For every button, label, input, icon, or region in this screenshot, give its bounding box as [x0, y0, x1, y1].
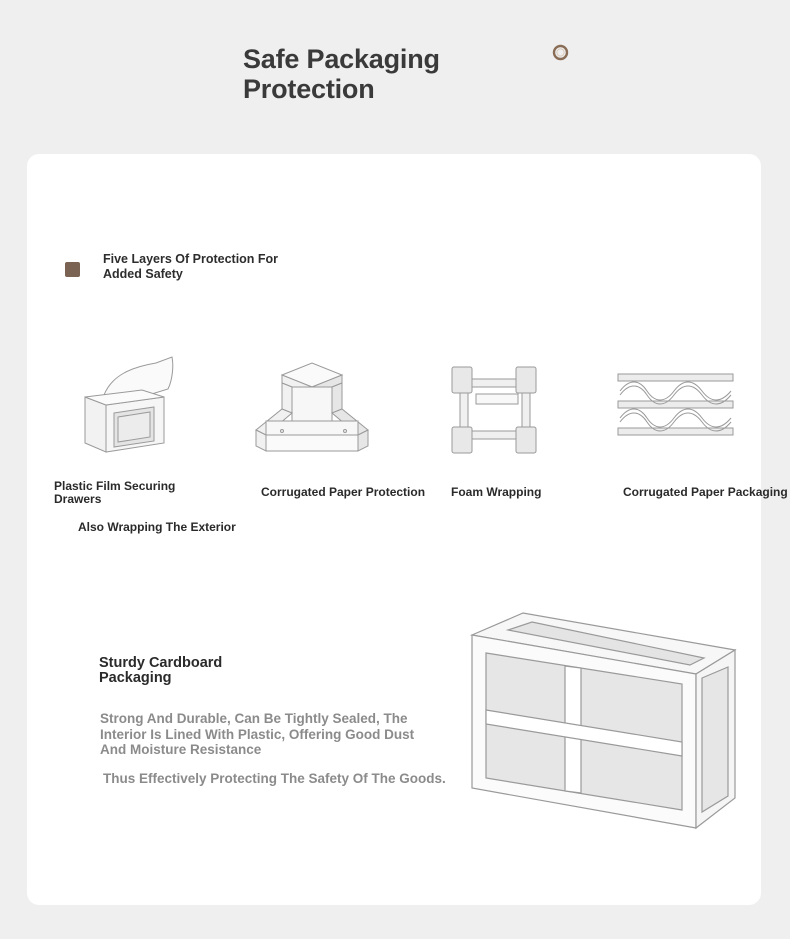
layer-label: Corrugated Paper Protection [261, 485, 426, 499]
layer-label: Plastic Film Securing Drawers [54, 479, 176, 506]
cardboard-box-icon [468, 610, 738, 832]
cardboard-note: Thus Effectively Protecting The Safety Of The Goods. [103, 771, 446, 786]
section-heading: Five Layers Of Protection For Added Safety [103, 252, 279, 281]
layer-label: Foam Wrapping [451, 485, 542, 499]
page-title: Safe Packaging Protection [243, 44, 440, 104]
layer-sublabel: Also Wrapping The Exterior [78, 520, 236, 534]
section-bullet [65, 262, 80, 277]
foam-frame-icon [450, 355, 540, 455]
cardboard-title: Sturdy Cardboard Packaging [99, 655, 223, 686]
layer-label: Corrugated Paper Packaging [623, 485, 788, 499]
corrugated-sheet-icon [617, 355, 735, 455]
drawer-film-icon [82, 355, 177, 455]
corner-protector-icon [255, 355, 370, 455]
ring-icon [552, 44, 569, 61]
cardboard-description: Strong And Durable, Can Be Tightly Sealed, The Interior Is Lined With Plastic, Offering Good Dust And Moisture Resistance [100, 711, 415, 757]
